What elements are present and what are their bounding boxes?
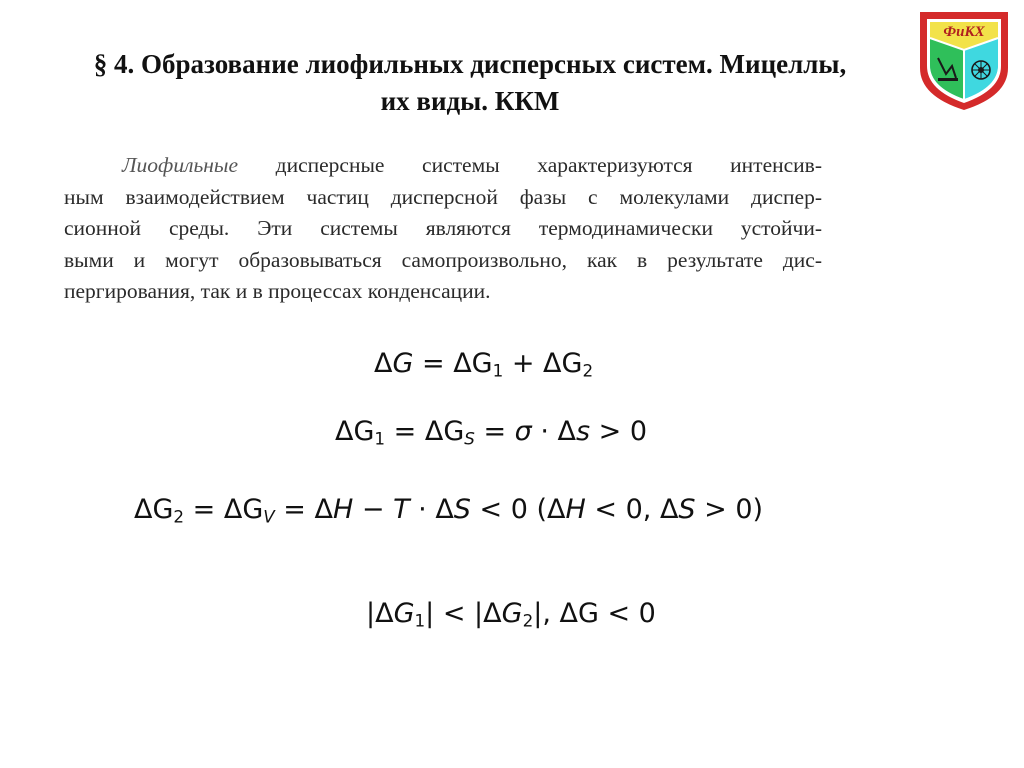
lyophilic-paragraph — [64, 150, 822, 308]
svg-text:ФиКХ: ФиКХ — [943, 24, 985, 40]
paragraph-line-1: Лиофильные дисперсные системы характеризуются интенсив- — [122, 153, 822, 177]
paragraph-line-5: пергирования, так и в процессах конденсации. — [64, 279, 491, 303]
slide-title-line2: их виды. ККМ — [380, 86, 560, 116]
slide-title-line1: § 4. Образование лиофильных дисперсных систем. Мицеллы, — [93, 49, 847, 79]
slide-title — [60, 46, 880, 120]
formula-gibbs-comparison: $|\Delta G_1| < |\Delta G_2|$, ΔG < 0 — [366, 598, 656, 631]
lyophilic-term: Лиофильные — [122, 153, 239, 177]
formula-gibbs-total: $\Delta G = \Delta G_1 + \Delta G_2$ — [374, 348, 594, 381]
shield-icon — [916, 8, 1012, 114]
paragraph-line-4: выми и могут образовываться самопроизвольно, как в результате дис- — [64, 247, 822, 272]
formula-gibbs-surface: $\Delta G_1 = \Delta G_S = \sigma \cdot \Delta s > 0$ — [335, 416, 648, 449]
formula-gibbs-volume: $\Delta G_2 = \Delta G_V = \Delta H - T \cdot \Delta S < 0$ (ΔH < 0, ΔS > 0) — [134, 494, 764, 527]
paragraph-line-3: сионной среды. Эти системы являются термодинамически устойчи- — [64, 216, 822, 240]
faculty-shield-logo — [916, 8, 1012, 114]
paragraph-line-2: ным взаимодействием частиц дисперсной фазы с молекулами диспер- — [64, 184, 822, 209]
